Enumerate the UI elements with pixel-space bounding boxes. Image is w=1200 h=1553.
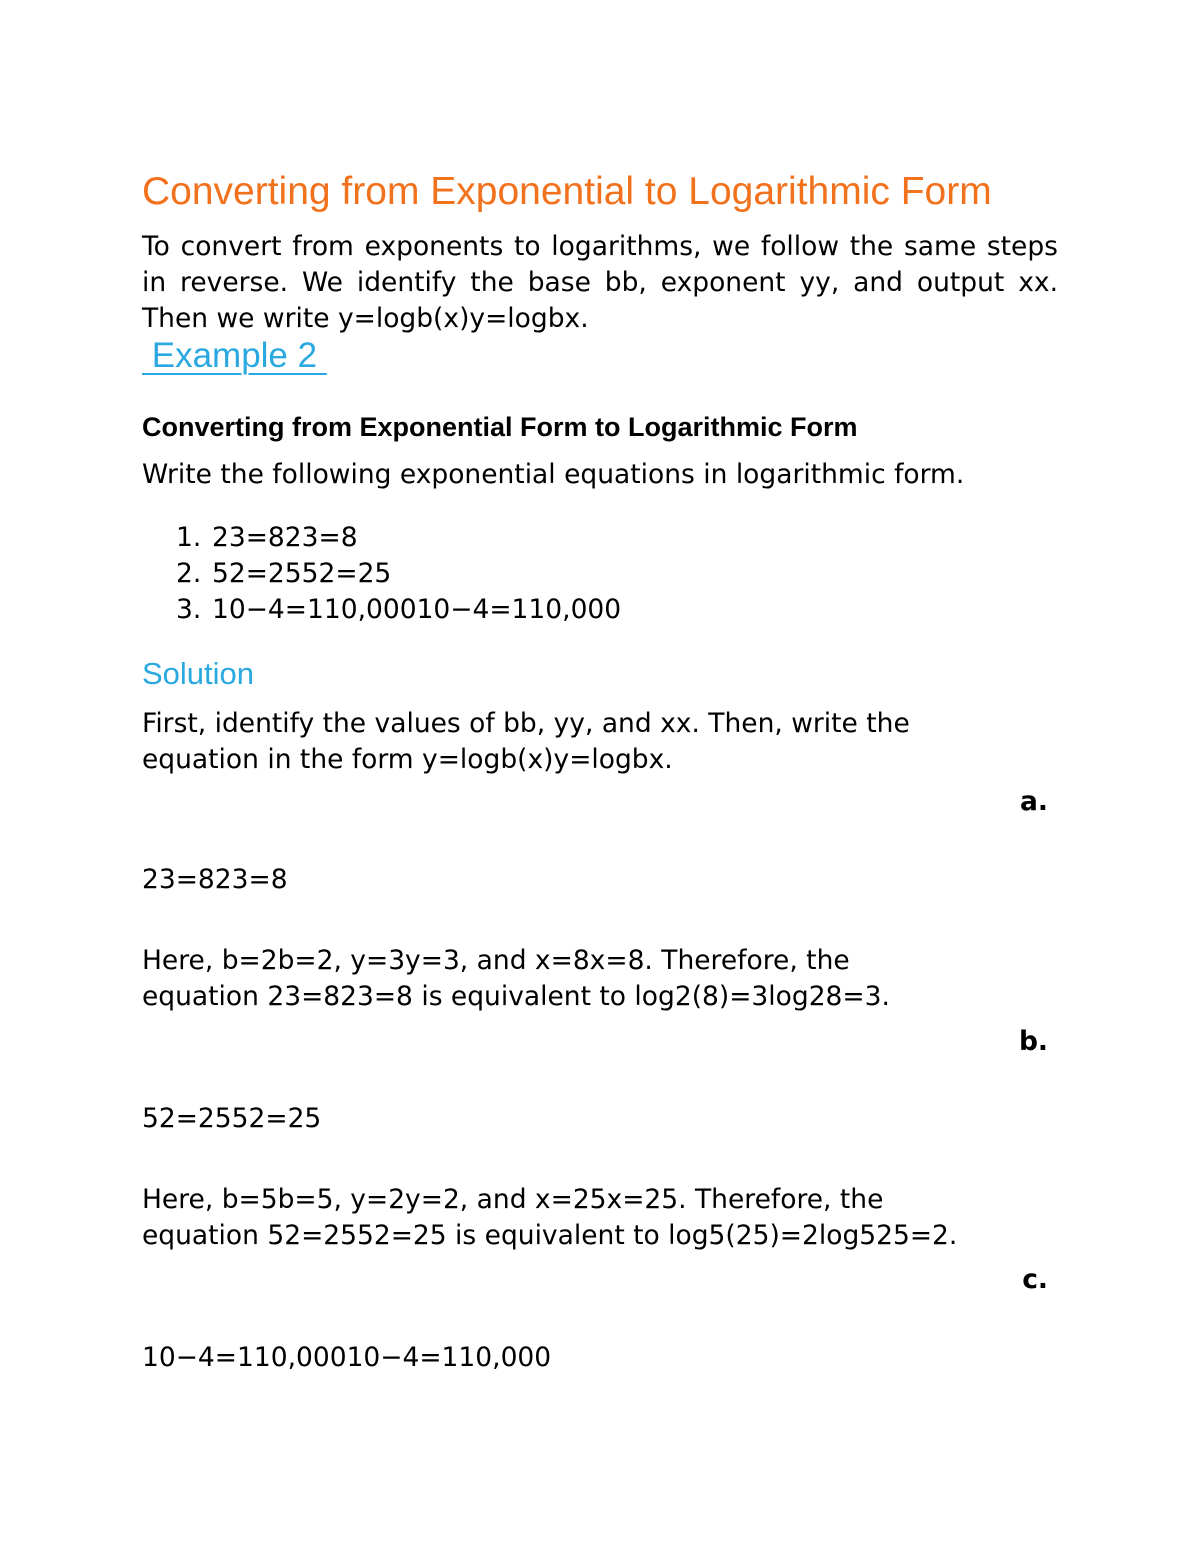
list-item-number: 1. (176, 522, 202, 553)
explanation-line: equation 23=823=8 is equivalent to log2(8)=3log28=3. (142, 981, 890, 1012)
list-item-text: 10−4=110,00010−4=110,000 (212, 594, 622, 625)
document-page (142, 0, 1058, 1553)
solution-intro-line: equation in the form y=logb(x)y=logbx. (142, 744, 673, 775)
equation-list (176, 520, 621, 628)
part-c-label: c. (1022, 1264, 1048, 1295)
part-a-explanation (142, 943, 1058, 1015)
part-b-label: b. (1018, 1026, 1048, 1057)
part-a-label: a. (1020, 786, 1048, 817)
list-item-text: 52=2552=25 (212, 558, 392, 589)
explanation-line: Here, b=5b=5, y=2y=2, and x=25x=25. Therefore, the (142, 1184, 884, 1215)
list-item (176, 592, 621, 628)
example-instruction: Write the following exponential equations in logarithmic form. (142, 459, 965, 490)
solution-intro (142, 706, 1042, 778)
list-item-number: 3. (176, 594, 202, 625)
explanation-line: equation 52=2552=25 is equivalent to log5(25)=2log525=2. (142, 1220, 958, 1251)
example-subheading: Converting from Exponential Form to Logarithmic Form (142, 412, 858, 442)
intro-paragraph: To convert from exponents to logarithms, we follow the same steps in reverse. We identify the base bb, exponent yy, and output xx. Then we write y=logb(x)y=logbx. (142, 231, 1058, 334)
part-b-explanation (142, 1182, 1058, 1254)
explanation-line: Here, b=2b=2, y=3y=3, and x=8x=8. Therefore, the (142, 945, 850, 976)
part-a-equation: 23=823=8 (142, 864, 288, 895)
list-item-number: 2. (176, 558, 202, 589)
solution-heading: Solution (142, 656, 255, 691)
solution-intro-line: First, identify the values of bb, yy, and xx. Then, write the (142, 708, 910, 739)
part-b-equation: 52=2552=25 (142, 1103, 322, 1134)
example-heading: Example 2 (142, 336, 327, 375)
list-item (176, 520, 621, 556)
part-c-equation: 10−4=110,00010−4=110,000 (142, 1342, 552, 1373)
page-title: Converting from Exponential to Logarithmic Form (142, 170, 992, 213)
list-item (176, 556, 621, 592)
list-item-text: 23=823=8 (212, 522, 358, 553)
